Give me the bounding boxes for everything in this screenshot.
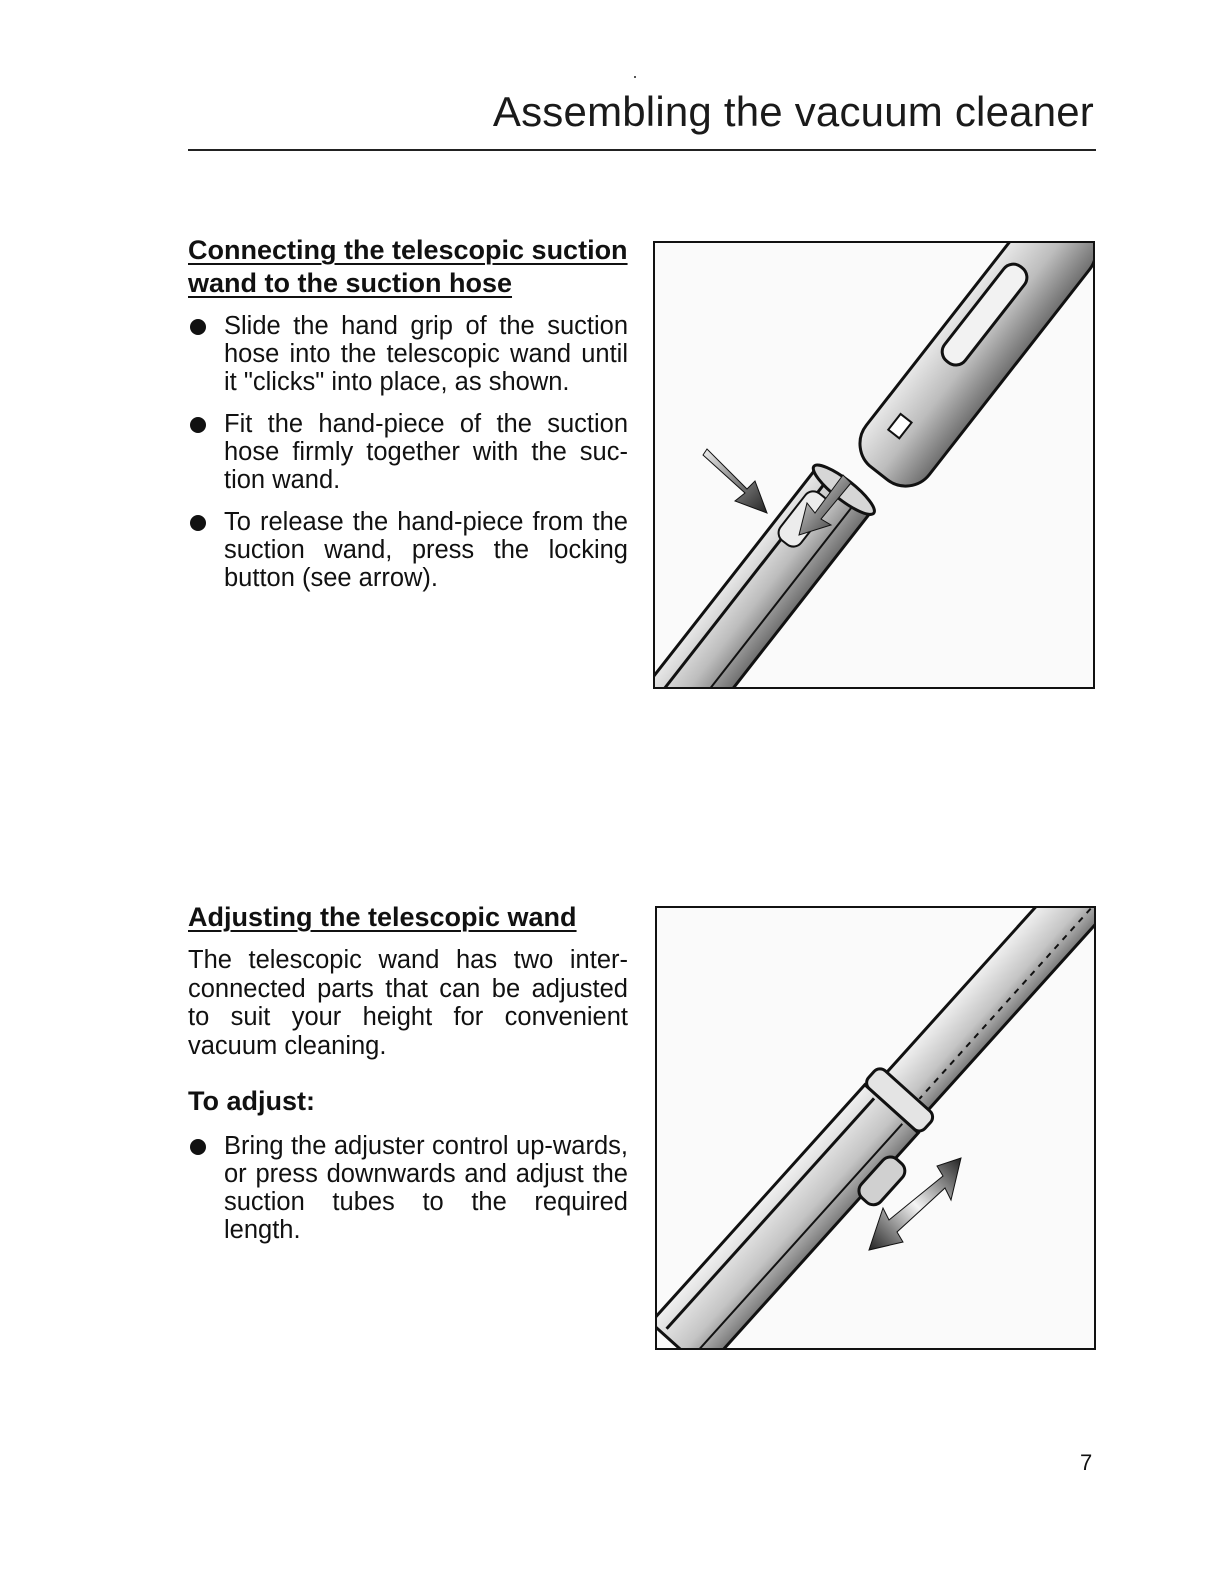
adjusting-intro: The telescopic wand has two inter-connected parts that can be adjusted to suit your height for convenient vacuum cleaning. — [188, 946, 628, 1060]
wand-connection-drawing — [655, 243, 1093, 687]
list-item — [188, 312, 628, 396]
illustration-telescopic-adjuster — [655, 906, 1096, 1350]
section-heading-connecting — [188, 234, 628, 300]
heading-line-2: wand to the suction hose — [188, 268, 513, 298]
illustration-wand-connection — [653, 241, 1095, 689]
heading-line-1: Connecting the telescopic suction — [188, 235, 628, 265]
title-rule — [188, 149, 1096, 151]
list-item — [188, 508, 628, 592]
bullet-icon — [190, 319, 206, 335]
adjusting-steps — [188, 1132, 628, 1258]
heading-line: Adjusting the telescopic wand — [188, 902, 577, 932]
bullet-icon — [190, 417, 206, 433]
section-heading-adjusting — [188, 901, 628, 934]
bullet-text: To release the hand-piece from the suction wand, press the locking button (see arrow). — [224, 508, 628, 592]
telescopic-adjuster-drawing — [657, 908, 1094, 1348]
page-number: 7 — [1080, 1450, 1093, 1475]
page-title: Assembling the vacuum cleaner — [492, 88, 1094, 135]
connecting-steps — [188, 312, 628, 606]
list-item — [188, 410, 628, 494]
bullet-icon — [190, 1139, 206, 1155]
to-adjust-heading: To adjust: — [188, 1086, 315, 1116]
bullet-icon — [190, 515, 206, 531]
bullet-text: Bring the adjuster control up-wards, or press downwards and adjust the suction tubes to the required length. — [224, 1132, 628, 1244]
list-item — [188, 1132, 628, 1244]
bullet-text: Fit the hand-piece of the suction hose firmly together with the suc-tion wand. — [224, 410, 628, 494]
scan-speck — [634, 76, 636, 78]
bullet-text: Slide the hand grip of the suction hose into the telescopic wand until it "clicks" into place, as shown. — [224, 312, 628, 396]
